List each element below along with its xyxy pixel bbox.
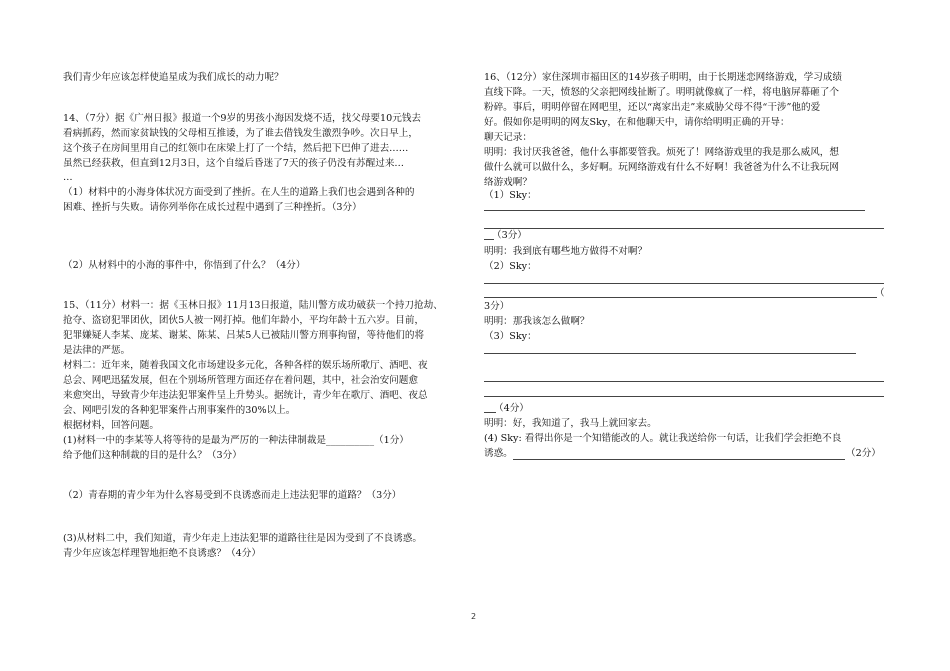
q15-line: 根据材料，回答问题。 <box>63 420 159 431</box>
answer-line[interactable] <box>484 297 877 298</box>
q14-line: 虽然已经获救，但直到12月3日，这个自缢后昏迷了7天的孩子仍没有苏醒过来… <box>63 158 405 169</box>
answer-line[interactable] <box>484 283 884 284</box>
q16-line: 络游戏啊？ <box>484 177 532 188</box>
q16-end-line: 明明：好，我知道了，我马上就回家去。 <box>484 418 657 429</box>
q15-line: 会、网吧引发的各种犯罪案件占刑事案件的30%以上。 <box>63 405 296 416</box>
q15-line: 来愈突出，导致青少年违法犯罪案件呈上升势头。据统计，青少年在歌厅、酒吧、夜总 <box>63 390 428 401</box>
q14-line: 14、（7分）据《广州日报》报道一个9岁的男孩小海因发烧不适，找父母要10元钱去 <box>63 113 422 124</box>
q16-line: 做什么就可以做什么，多好啊。玩网络游戏有什么不好啊！我爸爸为什么不让我玩网 <box>484 162 839 173</box>
q16-line: 聊天记录： <box>484 132 532 143</box>
q16-line: 明明：我讨厌我爸爸，他什么事都要管我。烦死了！网络游戏里的我是那么威风，想 <box>484 147 839 158</box>
answer-line[interactable] <box>484 381 884 382</box>
q16-sky3-label: （3）Sky： <box>484 331 537 342</box>
q14-sub1-line: 困难、挫折与失败。请你列举你在成长过程中遇到了三种挫折。（3分） <box>63 202 362 213</box>
q15-line: (1)材料一中的李某等人将等待的是最为严厉的一种法律制裁是__________（1分） <box>63 435 409 446</box>
q16-sky1-label: （1）Sky： <box>484 190 537 201</box>
q16-end-line: (4) Sky: 看得出你是一个知错能改的人。就让我送给你一句话，让我们学会拒绝不良 <box>484 433 842 444</box>
q16-line: 直线下降。一天，愤怒的父亲把网线扯断了。明明就像疯了一样，将电脑屏幕砸了个 <box>484 87 839 98</box>
q14-line: 看病抓药，然而家贫缺钱的父母相互推诿，为了谁去借钱发生激烈争吵。次日早上， <box>63 128 418 139</box>
q14-sub2: （2）从材料中的小海的事件中，你悟到了什么？（4分） <box>63 260 306 271</box>
q16-line: 好。假如你是明明的网友Sky，在和他聊天中，请你给明明正确的开导： <box>484 117 790 128</box>
score-1: （3分） <box>492 230 527 241</box>
score-4: （2分） <box>846 448 881 459</box>
q15-line: 是法律的严惩。 <box>63 345 131 356</box>
q15-line: 材料二：近年来，随着我国文化市场建设多元化，各种各样的娱乐场所歌厅、酒吧、夜 <box>63 360 428 371</box>
answer-line[interactable] <box>513 459 845 460</box>
q15-line: 总会、网吧迅猛发展，但在个别场所管理方面还存在着问题，其中，社会治安问题愈 <box>63 375 418 386</box>
q15-sub3-line: (3)从材料二中，我们知道，青少年走上违法犯罪的道路往往是因为受到了不良诱惑。 <box>63 533 422 544</box>
q16-sky2-label: （2）Sky： <box>484 261 537 272</box>
q16-line: 16、（12分）家住深圳市福田区的14岁孩子明明，由于长期迷恋网络游戏，学习成绩 <box>484 72 843 83</box>
q14-sub1-line: （1）材料中的小海身体状况方面受到了挫折。在人生的道路上我们也会遇到各种的 <box>63 187 415 198</box>
q16-line: 粉碎。事后，明明停留在网吧里，还以“离家出走”来威胁父母不得“干涉”他的爱 <box>484 102 821 113</box>
q15-line: 给予他们这种制裁的目的是什么？（3分） <box>63 450 242 461</box>
answer-line[interactable] <box>484 396 884 397</box>
intro-question: 我们青少年应该怎样使追星成为我们成长的动力呢？ <box>63 72 284 83</box>
page-number: 2 <box>471 612 477 621</box>
q15-sub3-line: 青少年应该怎样理智地拒绝不良诱惑？（4分） <box>63 548 261 559</box>
q16-prompt-2: 明明：我到底有哪些地方做得不对啊？ <box>484 246 648 257</box>
q15-sub2: （2）青春期的青少年为什么容易受到不良诱惑而走上违法犯罪的道路？（3分） <box>63 490 402 501</box>
q14-line: … <box>63 172 73 183</box>
q15-line: 抢夺、盗窃犯罪团伙，团伙5人被一网打掉。他们年龄小，平均年龄十五六岁。目前， <box>63 315 425 326</box>
q16-end-line: 诱惑。 <box>484 448 513 459</box>
q15-line: 15、（11分）材料一：据《玉林日报》11月13日报道，陆川警方成功破获一个持刀抢劫、 <box>63 300 443 311</box>
q14-line: 这个孩子在房间里用自己的红领巾在床梁上打了一个结，然后把下巴伸了进去…… <box>63 143 409 154</box>
paren-open: （ <box>875 288 885 299</box>
q15-line: 犯罪嫌疑人李某、庞某、谢某、陈某、吕某5人已被陆川警方刑事拘留，等待他们的将 <box>63 330 425 341</box>
answer-line[interactable] <box>484 353 856 354</box>
q16-prompt-3: 明明：那我该怎么做啊？ <box>484 316 590 327</box>
score-2: 3分） <box>484 301 510 312</box>
answer-line[interactable] <box>484 210 865 211</box>
score-3: （4分） <box>494 403 529 414</box>
answer-line[interactable] <box>484 228 884 229</box>
